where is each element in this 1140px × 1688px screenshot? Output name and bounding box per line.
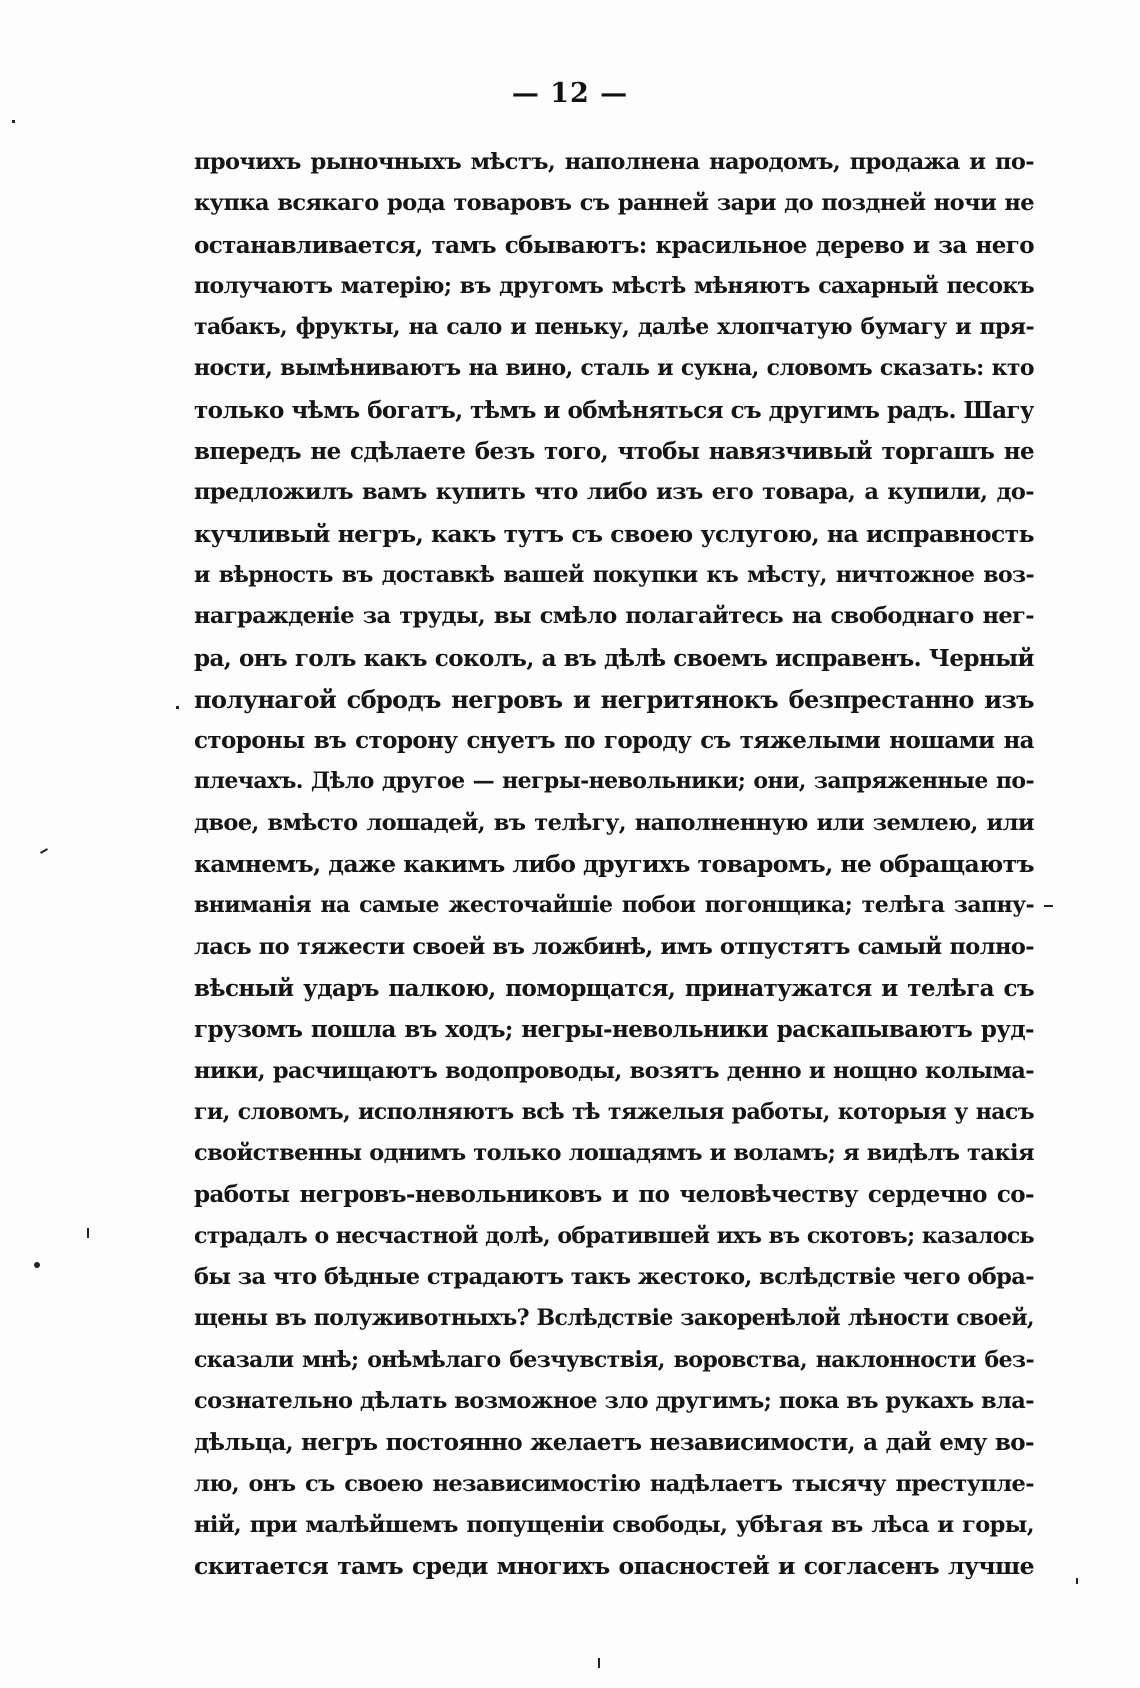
text-line: камнемъ, даже какимъ либо другихъ товаромъ, не обращаютъ (194, 850, 1034, 879)
scan-speck (34, 1262, 40, 1268)
scan-speck (12, 120, 15, 123)
text-line: вниманія на самые жесточайшіе побои погонщика; телѣга запну- (194, 892, 1034, 919)
text-line: только чѣмъ богатъ, тѣмъ и обмѣняться съ другимъ радъ. Шагу (194, 396, 1034, 424)
text-line: стороны въ сторону снуетъ по городу съ тяжелыми ношами на (194, 727, 1034, 755)
text-line: сказали мнѣ; онѣмѣлаго безчувствія, воровства, наклонности без- (194, 1346, 1034, 1373)
text-line: ній, при малѣйшемъ попущеніи свободы, убѣгая въ лѣса и горы, (194, 1511, 1034, 1538)
text-line: плечахъ. Дѣло другое — негры-невольники; они, запряженные по- (194, 768, 1034, 795)
text-line: щены въ полуживотныхъ? Вслѣдствіе закоренѣлой лѣности своей, (194, 1305, 1034, 1332)
text-line: впередъ не сдѣлаете безъ того, чтобы навязчивый торгашъ не (194, 438, 1034, 466)
text-line: купка всякаго рода товаровъ съ ранней зари до поздней ночи не (194, 190, 1034, 217)
text-line: вѣсный ударъ палкою, поморщатся, принатужатся и телѣга съ (194, 974, 1034, 1002)
text-line: лась по тяжести своей въ ложбинѣ, имъ отпустятъ самый полно- (194, 933, 1034, 960)
scan-speck (176, 706, 179, 709)
body-text (194, 142, 1034, 1587)
text-line: прочихъ рыночныхъ мѣстъ, наполнена народомъ, продажа и по- (194, 149, 1034, 175)
scan-speck (87, 1228, 89, 1238)
text-line: табакъ, фрукты, на сало и пеньку, далѣе хлопчатую бумагу и пря- (194, 314, 1034, 341)
text-line: бы за что бѣдные страдаютъ такъ жестоко, вслѣдствіе чего обра- (194, 1264, 1034, 1291)
text-line: ги, словомъ, исполняютъ всѣ тѣ тяжелыя работы, которыя у насъ (194, 1098, 1034, 1125)
text-line: кучливый негръ, какъ тутъ съ своею услугою, на исправность (194, 519, 1034, 548)
text-line: сознательно дѣлать возможное зло другимъ; пока въ рукахъ вла- (194, 1387, 1034, 1414)
text-line: лю, онъ съ своею независимостію надѣлаетъ тысячу преступле- (194, 1470, 1034, 1497)
text-line: предложилъ вамъ купить что либо изъ его товара, а купили, до- (194, 479, 1034, 506)
text-line: грузомъ пошла въ ходъ; негры-невольники раскапываютъ руд- (194, 1016, 1034, 1044)
scan-speck (1044, 905, 1053, 907)
text-line: страдалъ о несчастной долѣ, обратившей ихъ въ скотовъ; казалось (194, 1222, 1034, 1249)
text-line: свойственны однимъ только лошадямъ и воламъ; я видѣлъ такія (194, 1140, 1034, 1167)
text-line: получаютъ матерію; въ другомъ мѣстѣ мѣняютъ сахарный песокъ (194, 272, 1034, 299)
text-line: полунагой сбродъ негровъ и негритянокъ безпрестанно изъ (194, 684, 1034, 714)
text-line: скитается тамъ среди многихъ опасностей и согласенъ лучше (194, 1552, 1034, 1581)
text-line: останавливается, тамъ сбываютъ: красильное дерево и за него (194, 231, 1034, 259)
text-line: награжденіе за труды, вы смѣло полагайтесь на свободнаго нег- (194, 603, 1034, 630)
text-line: дѣльца, негръ постоянно желаетъ независимости, а дай ему во- (194, 1429, 1034, 1457)
text-line: двое, вмѣсто лошадей, въ телѣгу, наполненную или землею, или (194, 809, 1034, 836)
scan-speck (598, 1658, 600, 1668)
page-number: — 12 — (511, 78, 629, 109)
text-line: ности, вымѣниваютъ на вино, сталь и сукна, словомъ сказать: кто (194, 355, 1034, 382)
scan-speck (40, 848, 48, 854)
scan-speck (1076, 1578, 1078, 1584)
text-line: ники, расчищаютъ водопроводы, возятъ денно и нощно колыма- (194, 1057, 1034, 1084)
text-line: работы негровъ-невольниковъ и по человѣчеству сердечно со- (194, 1181, 1034, 1209)
text-line: и вѣрность въ доставкѣ вашей покупки къ мѣсту, ничтожное воз- (194, 561, 1034, 588)
text-line: ра, онъ голъ какъ соколъ, а въ дѣлѣ своемъ исправенъ. Черный (194, 644, 1034, 672)
